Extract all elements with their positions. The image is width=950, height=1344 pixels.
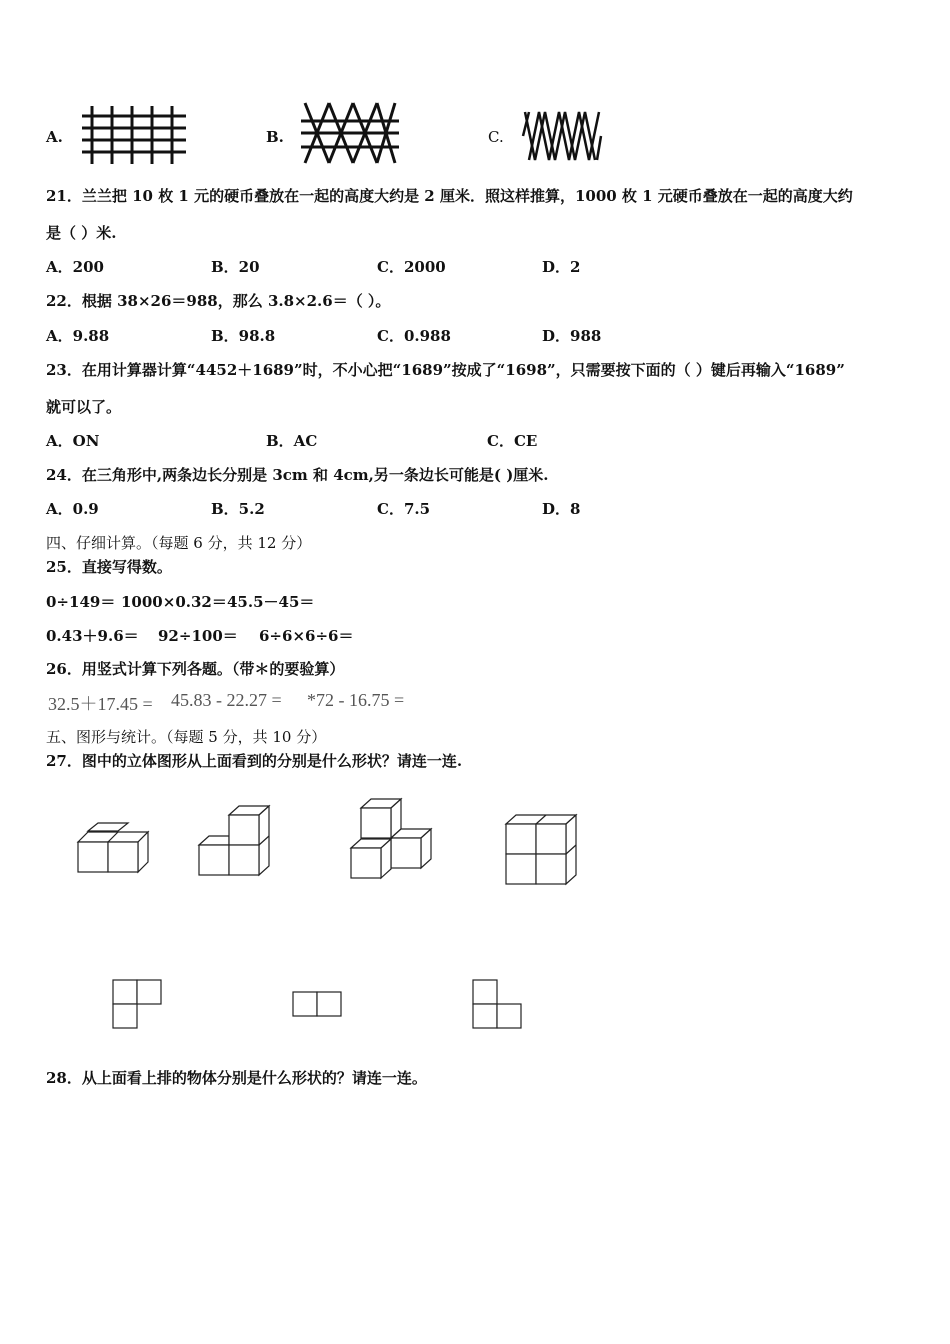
q22-option-b[interactable]: B．98.8 xyxy=(211,327,276,345)
two-cubes-solid xyxy=(76,822,150,874)
q20-option-c-label: C. xyxy=(488,128,504,146)
q25-row2-item3: 6÷6×6÷6＝ xyxy=(259,627,354,645)
q21-text-line2: 是（ ）米. xyxy=(46,224,117,242)
q24-option-b[interactable]: B．5.2 xyxy=(211,500,265,518)
q25-title: 25．直接写得数。 xyxy=(46,558,172,576)
q20-option-b-label: B. xyxy=(266,128,284,146)
section-4-title: 四、仔细计算。（每题 6 分，共 12 分） xyxy=(46,534,312,552)
parallel-grid-icon xyxy=(82,106,186,164)
q23-option-c[interactable]: C．CE xyxy=(487,432,538,450)
q23-option-a[interactable]: A．ON xyxy=(46,432,100,450)
q26-problem-1: 32.5＋17.45 = xyxy=(48,694,153,714)
q26-problem-3: *72 - 16.75 = xyxy=(307,690,405,710)
l-shape-view xyxy=(112,979,162,1029)
section-5-title: 五、图形与统计。（每题 5 分，共 10 分） xyxy=(46,728,327,746)
q26-title: 26．用竖式计算下列各题。（带＊的要验算） xyxy=(46,660,345,678)
slanted-crossing-icon xyxy=(301,103,399,163)
q25-row2-item2: 92÷100＝ xyxy=(158,627,238,645)
four-cubes-solid xyxy=(504,814,578,886)
q21-option-c[interactable]: C．2000 xyxy=(377,258,446,276)
q26-problem-2: 45.83 - 22.27 = xyxy=(171,690,282,710)
step-solid xyxy=(197,805,271,877)
q24-option-c[interactable]: C．7.5 xyxy=(377,500,431,518)
q28-title: 28．从上面看上排的物体分别是什么形状的？请连一连。 xyxy=(46,1069,427,1087)
q21-option-b[interactable]: B．20 xyxy=(211,258,260,276)
q25-row2-item1: 0.43＋9.6＝ xyxy=(46,627,139,645)
two-squares-view xyxy=(292,991,342,1017)
q24-option-a[interactable]: A．0.9 xyxy=(46,500,99,518)
reverse-l-view xyxy=(472,979,522,1029)
q23-text-line2: 就可以了。 xyxy=(46,398,122,416)
stair-solid xyxy=(349,798,433,880)
q22-option-c[interactable]: C．0.988 xyxy=(377,327,451,345)
q25-row1-item2: 1000×0.32＝ xyxy=(121,593,227,611)
q23-text-line1: 23．在用计算器计算“4452＋1689”时，不小心把“1689”按成了“1698”，只需要按下面的（ ）键后再输入“1689” xyxy=(46,361,845,379)
q22-option-d[interactable]: D．988 xyxy=(542,327,602,345)
q22-text: 22．根据 38×26＝988，那么 3.8×2.6＝（ ）。 xyxy=(46,292,391,310)
q21-text-line1: 21．兰兰把 10 枚 1 元的硬币叠放在一起的高度大约是 2 厘米．照这样推算，1000 枚 1 元硬币叠放在一起的高度大约 xyxy=(46,187,853,205)
q22-option-a[interactable]: A．9.88 xyxy=(46,327,110,345)
q21-option-a[interactable]: A．200 xyxy=(46,258,104,276)
q27-title: 27．图中的立体图形从上面看到的分别是什么形状？请连一连. xyxy=(46,752,463,770)
q24-option-d[interactable]: D．8 xyxy=(542,500,581,518)
q23-option-b[interactable]: B．AC xyxy=(266,432,318,450)
q21-option-d[interactable]: D．2 xyxy=(542,258,581,276)
q25-row1-item3: 45.5－45＝ xyxy=(227,593,315,611)
q25-row1-item1: 0÷149＝ xyxy=(46,593,116,611)
zigzag-crossing-icon xyxy=(521,110,603,162)
q24-text: 24．在三角形中,两条边长分别是 3cm 和 4cm,另一条边长可能是( )厘米. xyxy=(46,466,549,484)
q20-option-a-label: A. xyxy=(46,128,63,146)
